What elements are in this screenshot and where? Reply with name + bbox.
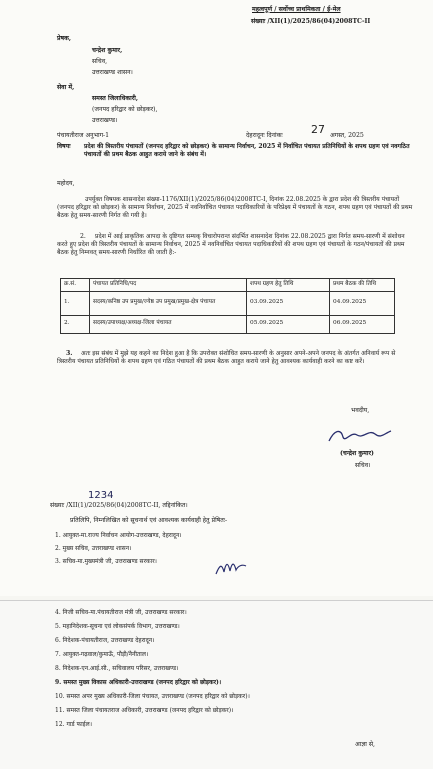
table-cell: सदस्य/कनिष्ठ उप प्रमुख/ज्येष्ठ उप प्रमुख/प्रमुख-क्षेत्र पंचायत xyxy=(90,291,247,315)
table-header-row xyxy=(61,279,395,292)
table-row xyxy=(61,291,395,315)
closing: भवदीय, xyxy=(351,407,370,414)
department: पंचायतीराज अनुभाग-1 xyxy=(57,132,110,139)
signatory-title: सचिव। xyxy=(355,462,371,469)
table-row xyxy=(61,315,395,333)
paragraph-3: अतः इस संबंध में मुझे यह कहने का निदेश हुआ है कि उपरोक्त संशोधित समय-सारणी के अनुसार अपने-अपने जनपद के अंतर्गत अनिवार्य रूप से त्रिस्तरीय पंचायत प्रतिनिधियों के शपथ ग्रहण एवं गठित पंचायतों की प्रथम बैठक आहुत कराये जाने हेतु आवश्यक कार्यवाही करने का कष्ट करें। xyxy=(57,350,396,366)
table-cell: 06.09.2025 xyxy=(330,315,395,333)
recipient-line3: उत्तराखण्ड। xyxy=(92,117,118,124)
date-label: देहरादूनः दिनांकः xyxy=(246,132,283,139)
list-item: 4. निजी सचिव-मा.पंचायतीराज मंत्री जी, उत्तराखण्ड सरकार। xyxy=(55,609,187,616)
signature-mark xyxy=(325,425,395,447)
recipient-line1: समस्त जिलाधिकारी, xyxy=(92,95,139,102)
priority-header: महत्वपूर्ण / सर्वोच्च प्राथमिकता / ई-मेल xyxy=(252,6,341,13)
recipient-label: सेवा में, xyxy=(57,84,75,91)
table-cell: सदस्य/उपाध्यक्ष/अध्यक्ष-जिला पंचायत xyxy=(90,315,247,333)
list-item: 2. मुख्य सचिव, उत्तराखण्ड शासन। xyxy=(55,545,132,552)
paragraph-1: उपर्युक्त विषयक शासनादेश संख्या-1176/XII(1)/2025/86(04)2008TC-I, दिनांक 22.08.2025 के द्वारा प्रदेश की त्रिस्तरीय पंचायतों (जनपद हरिद्वार को छोड़कर) के सामान्य निर्वाचन, 2025 में नवनिर्वाचित पंचायत पदाधिकारियों के परिप्रेक्ष्य में पंचायतों के गठन, शपथ ग्रहण एवं पंचायतों की प्रथम बैठक हेतु समय-सारणी निर्गत की गयी है। xyxy=(57,196,413,220)
paragraph-2: प्रदेश में आई प्राकृतिक आपदा के दृष्टिगत सम्यक् विचारोपरान्त संदर्भित शासनादेश दिनांक 22.08.2025 द्वारा निर्गत समय-सारणी में संशोधन करते हुए प्रदेश की त्रिस्तरीय पंचायतों के सामान्य निर्वाचन, 2025 में नवनिर्वाचित पंचायत पदाधिकारियों की शपथ ग्रहण एवं पंचायतों के गठन/पंचायतों की प्रथम बैठक हेतु निम्नवत् समय-सारणी निर्धारित की जाती है:- xyxy=(57,233,405,257)
list-item: 7. आयुक्त-गढ़वाल/कुमाऊँ, पौड़ी/नैनीताल। xyxy=(55,651,149,658)
signatory-name: (चन्द्रेश कुमार) xyxy=(340,450,374,457)
list-item: 1. आयुक्त-मा.राज्य निर्वाचन आयोग-उत्तराखण्ड, देहरादून। xyxy=(55,532,182,539)
paragraph-3-number: 3. xyxy=(66,350,73,357)
list-item: 6. निदेशक-पंचायतीराज, उत्तराखण्ड देहरादून। xyxy=(55,637,155,644)
table-header-cell: शपथ ग्रहण हेतु तिथि xyxy=(247,279,330,292)
schedule-table xyxy=(60,278,395,334)
table-header-cell: पंचायत प्रतिनिधि/पद xyxy=(90,279,247,292)
copy-reference: संख्याः /XII(1)/2025/86(04)2008TC-II, तद्दिनांकित। xyxy=(50,502,188,509)
table-cell: 2. xyxy=(61,315,90,333)
list-item: 12. गार्ड फाईल। xyxy=(55,721,92,728)
by-order: आज्ञा से, xyxy=(355,741,376,748)
table-cell: 05.09.2025 xyxy=(247,315,330,333)
reference-number: संख्याः /XII(1)/2025/86(04)2008TC-II xyxy=(251,18,371,25)
table-cell: 1. xyxy=(61,291,90,315)
table-header-cell: प्रथम बैठक की तिथि xyxy=(330,279,395,292)
handwritten-dispatch-number: 1234 xyxy=(88,490,114,501)
list-item: 3. सचिव-मा.मुख्यमंत्री जी, उत्तराखण्ड सरकार। xyxy=(55,558,157,565)
list-item: 5. महानिदेशक-सूचना एवं लोकसंपर्क विभाग, उत्तराखण्ड। xyxy=(55,623,180,630)
table-cell: 04.09.2025 xyxy=(330,291,395,315)
letter-second-part xyxy=(0,600,433,769)
recipient-line2: (जनपद हरिद्वार को छोड़कर), xyxy=(92,106,158,113)
initial-mark xyxy=(214,556,248,578)
paragraph-2-number: 2. xyxy=(80,233,86,240)
handwritten-date: 27 xyxy=(311,123,325,136)
salutation: महोदय, xyxy=(57,180,75,187)
sender-name: चन्द्रेश कुमार, xyxy=(92,47,123,54)
sender-title: सचिव, xyxy=(92,58,108,65)
date-month-year: अगस्त, 2025 xyxy=(330,132,364,139)
subject-text: प्रदेश की त्रिस्तरीय पंचायतों (जनपद हरिद्वार को छोड़कर) के सामान्य निर्वाचन, 2025 में निर्वाचित पंचायत प्रतिनिधियों के शपथ ग्रहण एवं नवगठित पंचायतों की प्रथम बैठक आहुत कराये जाने के संबंध में। xyxy=(84,143,410,159)
copy-intro: प्रतिलिपि, निम्नलिखित को सूचनार्थ एवं आवश्यक कार्यवाही हेतु प्रेषितः- xyxy=(70,517,228,524)
list-item: 10. समस्त अपर मुख्य अधिकारी-जिला पंचायत, उत्तराखण्ड (जनपद हरिद्वार को छोड़कर)। xyxy=(55,693,250,700)
table-cell: 03.09.2025 xyxy=(247,291,330,315)
list-item: 8. निदेशक-एन.आई.सी., सचिवालय परिसर, उत्तराखण्ड। xyxy=(55,665,179,672)
sender-org: उत्तराखण्ड शासन। xyxy=(92,69,133,76)
subject-label: विषयः xyxy=(57,143,71,150)
sender-label: प्रेषक, xyxy=(57,35,72,42)
list-item: 11. समस्त जिला पंचायतराज अधिकारी, उत्तराखण्ड (जनपद हरिद्वार को छोड़कर)। xyxy=(55,707,234,714)
table-header-cell: क्र.सं. xyxy=(61,279,90,292)
list-item: 9. समस्त मुख्य विकास अधिकारी-उत्तराखण्ड (जनपद हरिद्वार को छोड़कर)। xyxy=(55,679,222,686)
